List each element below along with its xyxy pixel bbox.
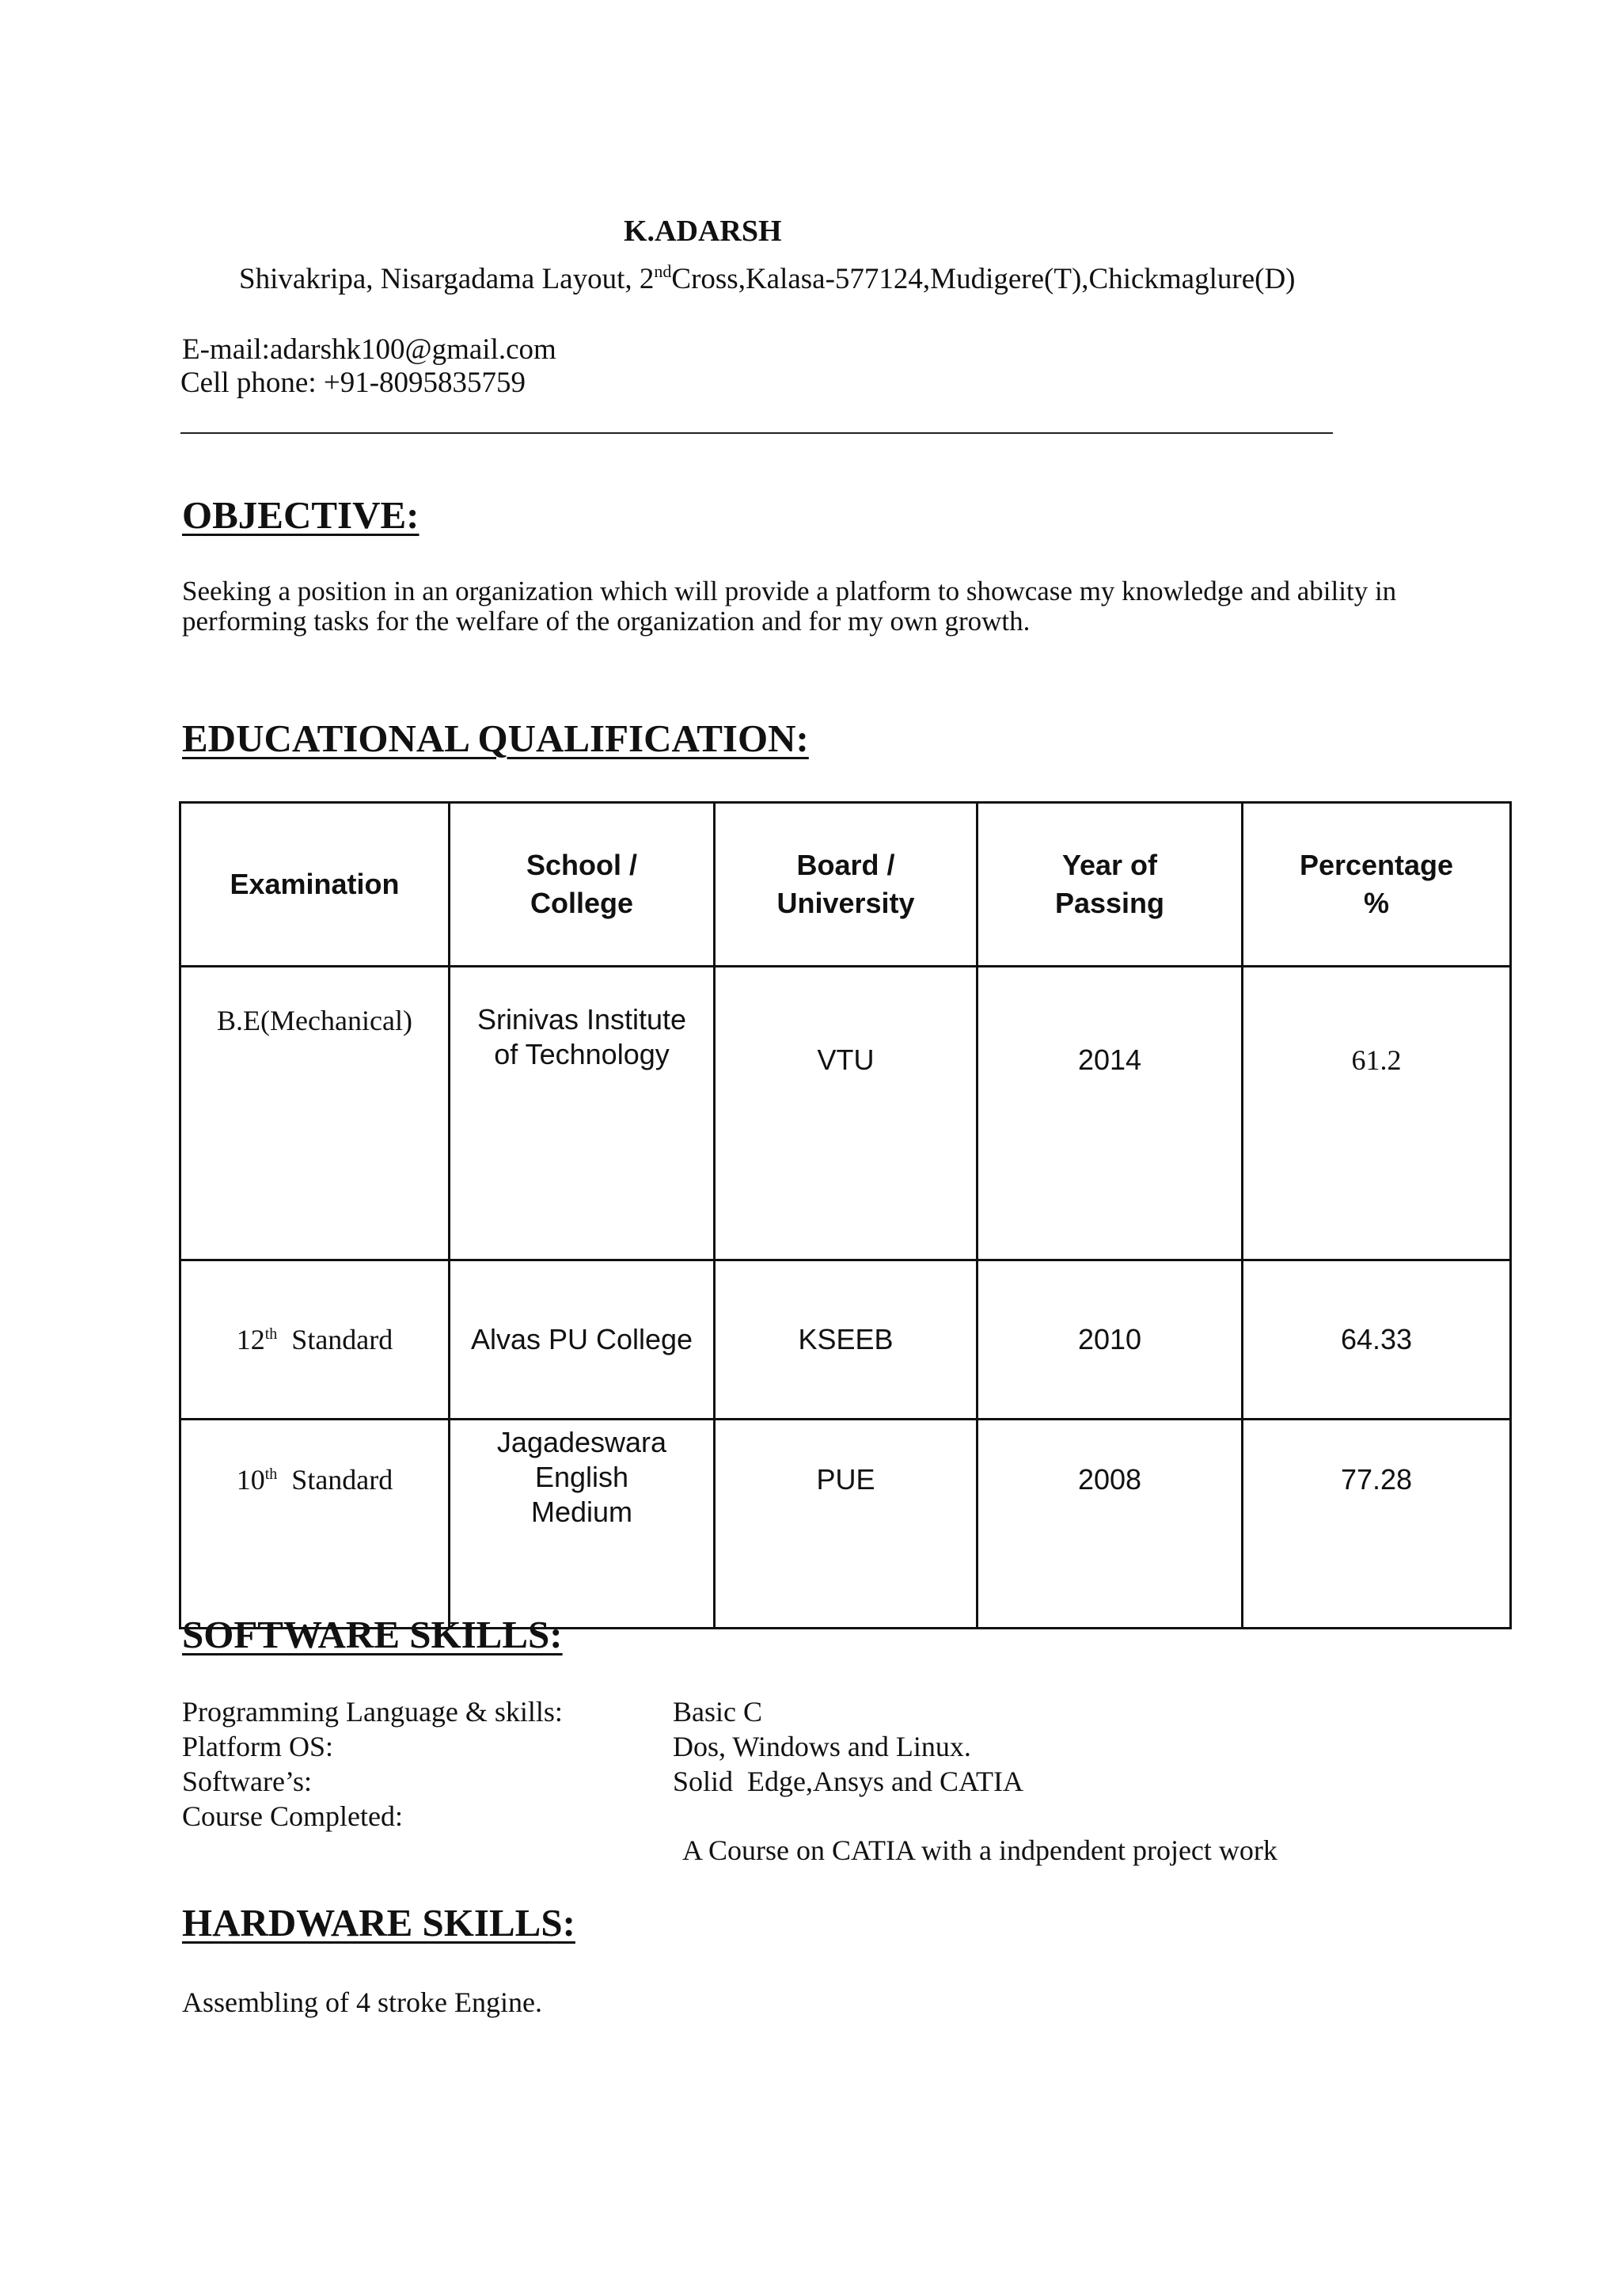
column-header-board: Board / University: [715, 803, 978, 967]
email-line: E-mail:adarshk100@gmail.com: [182, 333, 556, 366]
cell-year: 2008: [978, 1420, 1243, 1629]
column-header-year: Year of Passing: [978, 803, 1243, 967]
phone-line: Cell phone: +91-8095835759: [180, 367, 526, 399]
skill-label: Software’s:: [182, 1766, 312, 1797]
skill-value: Solid Edge,Ansys and CATIA: [673, 1766, 1023, 1797]
objective-heading: OBJECTIVE:: [182, 493, 419, 537]
cell-school: Srinivas Institute of Technology: [450, 967, 715, 1260]
address-end: Cross,Kalasa-577124,Mudigere(T),Chickmaglure(D): [671, 263, 1296, 295]
table-row: [180, 1260, 1511, 1420]
cell-examination: 12th Standard: [180, 1260, 450, 1420]
table-header-row: [180, 803, 1511, 967]
cell-year: 2014: [978, 967, 1243, 1260]
skill-label: Platform OS:: [182, 1731, 334, 1762]
skill-label: Course Completed:: [182, 1800, 403, 1832]
table-row: [180, 967, 1511, 1260]
cell-percentage: 61.2: [1243, 967, 1511, 1260]
cell-board: VTU: [715, 967, 978, 1260]
candidate-name: K.ADARSH: [624, 215, 782, 248]
cell-examination: B.E(Mechanical): [180, 967, 450, 1260]
hardware-skills-heading: HARDWARE SKILLS:: [182, 1901, 575, 1944]
address-start: Shivakripa, Nisargadama Layout, 2: [239, 263, 655, 295]
cell-percentage: 77.28: [1243, 1420, 1511, 1629]
skill-value: Dos, Windows and Linux.: [673, 1731, 971, 1762]
table-row: [180, 1420, 1511, 1629]
hardware-skills-text: Assembling of 4 stroke Engine.: [182, 1986, 542, 2018]
cell-school: Jagadeswara English Medium: [450, 1420, 715, 1629]
course-detail: A Course on CATIA with a indpendent project work: [682, 1834, 1277, 1866]
objective-text: Seeking a position in an organization which will provide a platform to showcase my knowledge and ability in performing tasks for the welfare of the organization and for my own growth.: [182, 576, 1397, 637]
cell-board: KSEEB: [715, 1260, 978, 1420]
cell-year: 2010: [978, 1260, 1243, 1420]
address-line: [239, 261, 1295, 296]
cell-examination: 10th Standard: [180, 1420, 450, 1629]
header-divider: [180, 432, 1333, 434]
cell-school: Alvas PU College: [450, 1260, 715, 1420]
address-superscript: nd: [654, 261, 672, 281]
cell-board: PUE: [715, 1420, 978, 1629]
column-header-school: School / College: [450, 803, 715, 967]
skill-value: Basic C: [673, 1696, 762, 1728]
cell-percentage: 64.33: [1243, 1260, 1511, 1420]
column-header-examination: Examination: [180, 803, 450, 967]
education-table: [179, 801, 1512, 1629]
skill-label: Programming Language & skills:: [182, 1696, 563, 1728]
software-skills-heading: SOFTWARE SKILLS:: [182, 1613, 563, 1656]
column-header-percentage: Percentage %: [1243, 803, 1511, 967]
education-heading: EDUCATIONAL QUALIFICATION:: [182, 717, 809, 760]
